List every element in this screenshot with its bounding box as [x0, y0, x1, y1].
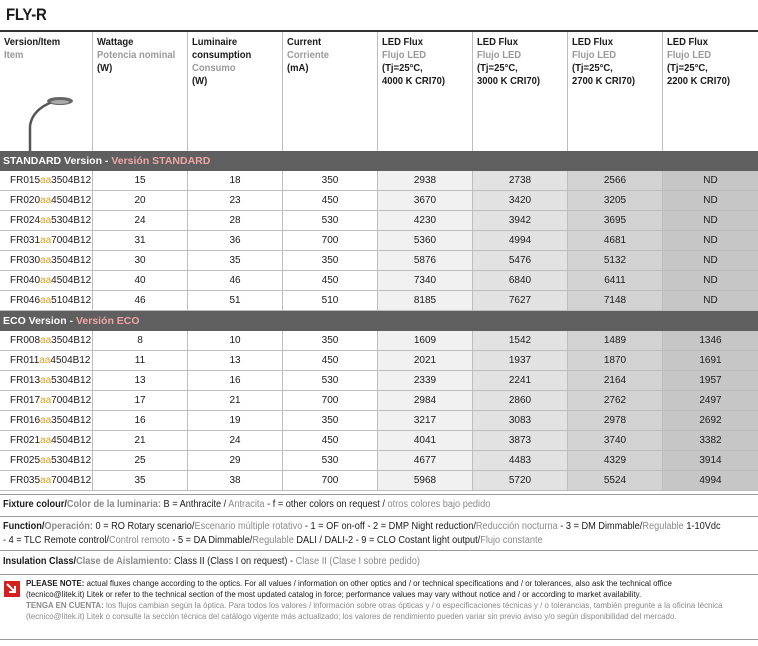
header-current-unit: (mA)	[287, 62, 309, 74]
function-text-es: Regulable	[642, 521, 684, 532]
flux-4000k-cell: 2339	[378, 371, 473, 390]
fixture-label-en: Fixture colour/	[3, 499, 67, 510]
flux-2700k-cell: 2566	[568, 171, 663, 190]
function-text: DALI / DALI-2 - 9 = CLO Costant light output/	[293, 535, 481, 546]
flux-2200k-cell: 4994	[663, 471, 758, 490]
item-code-sfx: aa	[40, 415, 52, 426]
function-text: - 5 = DA Dimmable/	[169, 535, 253, 546]
flux-4000k-cell: 3217	[378, 411, 473, 430]
item-code-post: 4504B12	[50, 355, 91, 366]
header-flux-2200k	[663, 32, 758, 151]
table-row	[0, 291, 758, 311]
section-header	[0, 311, 758, 331]
flux-2700k-cell: 4681	[568, 231, 663, 250]
flux-2200k-cell: ND	[663, 251, 758, 270]
consumption-cell: 36	[188, 231, 283, 250]
header-flux-2700k	[568, 32, 663, 151]
table-row	[0, 331, 758, 351]
header-consumption-es: Consumo	[192, 62, 236, 74]
flux-3000k-cell: 7627	[473, 291, 568, 310]
wattage-cell: 8	[93, 331, 188, 350]
header-flux-es: Flujo LED	[477, 49, 522, 61]
header-flux-es: Flujo LED	[572, 49, 617, 61]
flux-2200k-cell: 2497	[663, 391, 758, 410]
flux-3000k-cell: 5476	[473, 251, 568, 270]
item-code-cell	[0, 171, 93, 190]
function-text-es: Control remoto	[108, 535, 170, 546]
item-code-cell	[0, 231, 93, 250]
flux-4000k-cell: 2984	[378, 391, 473, 410]
consumption-cell: 16	[188, 371, 283, 390]
page-title: FLY-R	[6, 5, 47, 24]
item-code-pre: FR017	[10, 395, 41, 406]
insulation-text: Class II (Class I on request) -	[171, 556, 296, 567]
item-code-sfx: aa	[40, 175, 52, 186]
item-code-post: 5304B12	[51, 455, 92, 466]
item-code-cell	[0, 351, 93, 370]
wattage-cell: 13	[93, 371, 188, 390]
item-code-post: 5304B12	[51, 375, 92, 386]
header-flux-4000k	[378, 32, 473, 151]
table-row	[0, 371, 758, 391]
table-row	[0, 411, 758, 431]
fixture-colour-note	[0, 494, 758, 516]
item-code-pre: FR035	[10, 475, 41, 486]
function-text: - 1 = OF on-off - 2 = DMP Night reduction/	[302, 521, 476, 532]
flux-3000k-cell: 2860	[473, 391, 568, 410]
header-wattage	[93, 32, 188, 151]
item-code-post: 3504B12	[51, 415, 92, 426]
item-code-sfx: aa	[40, 215, 52, 226]
item-code-cell	[0, 211, 93, 230]
item-code-sfx: aa	[40, 335, 52, 346]
insulation-label-es: Clase de Aislamiento:	[76, 556, 172, 567]
item-code-pre: FR011	[10, 355, 40, 366]
header-flux-cond2: 2700 K CRI70)	[572, 75, 636, 87]
header-wattage-es: Potencia nominal	[97, 49, 176, 61]
wattage-cell: 20	[93, 191, 188, 210]
header-flux-cond1: (Tj=25°C,	[477, 62, 518, 74]
consumption-cell: 46	[188, 271, 283, 290]
header-consumption-en2: consumption	[192, 49, 252, 61]
consumption-cell: 21	[188, 391, 283, 410]
item-code-cell	[0, 251, 93, 270]
header-flux-cond2: 4000 K CRI70)	[382, 75, 446, 87]
header-flux-en: LED Flux	[382, 36, 423, 48]
flux-4000k-cell: 2021	[378, 351, 473, 370]
item-code-pre: FR021	[10, 435, 41, 446]
flux-2700k-cell: 1870	[568, 351, 663, 370]
flux-3000k-cell: 2738	[473, 171, 568, 190]
flux-4000k-cell: 4677	[378, 451, 473, 470]
header-item	[0, 32, 93, 151]
current-cell: 700	[283, 231, 378, 250]
flux-2200k-cell: ND	[663, 271, 758, 290]
flux-2700k-cell: 7148	[568, 291, 663, 310]
table-row	[0, 431, 758, 451]
luminaire-icon	[22, 96, 82, 151]
flux-3000k-cell: 1542	[473, 331, 568, 350]
function-text-es: Flujo constante	[480, 535, 543, 546]
flux-2200k-cell: 3914	[663, 451, 758, 470]
header-consumption-en1: Luminaire	[192, 36, 238, 48]
flux-2700k-cell: 1489	[568, 331, 663, 350]
consumption-cell: 10	[188, 331, 283, 350]
flux-2200k-cell: 1957	[663, 371, 758, 390]
current-cell: 450	[283, 431, 378, 450]
insulation-text-es: Clase II (Clase I sobre pedido)	[295, 556, 420, 567]
header-flux-en: LED Flux	[572, 36, 613, 48]
flux-4000k-cell: 4041	[378, 431, 473, 450]
table-row	[0, 231, 758, 251]
wattage-cell: 11	[93, 351, 188, 370]
header-wattage-unit: (W)	[97, 62, 113, 74]
header-flux-es: Flujo LED	[667, 49, 712, 61]
fixture-text: B = Anthracite /	[160, 499, 229, 510]
header-item-en: Version/Item	[4, 36, 61, 48]
item-code-cell	[0, 331, 93, 350]
flux-2700k-cell: 3740	[568, 431, 663, 450]
item-code-pre: FR025	[10, 455, 41, 466]
fixture-label-es: Color de la luminaria:	[66, 499, 161, 510]
header-current	[283, 32, 378, 151]
consumption-cell: 35	[188, 251, 283, 270]
header-consumption-unit: (W)	[192, 75, 208, 87]
function-text: 0 = RO Rotary scenario/	[92, 521, 195, 532]
flux-2200k-cell: 3382	[663, 431, 758, 450]
flux-3000k-cell: 2241	[473, 371, 568, 390]
flux-3000k-cell: 6840	[473, 271, 568, 290]
flux-3000k-cell: 5720	[473, 471, 568, 490]
header-flux-en: LED Flux	[667, 36, 708, 48]
current-cell: 450	[283, 351, 378, 370]
flux-4000k-cell: 5968	[378, 471, 473, 490]
item-code-sfx: aa	[40, 195, 52, 206]
item-code-sfx: aa	[40, 435, 52, 446]
please-note	[0, 574, 758, 640]
header-consumption	[188, 32, 283, 151]
section-label-en: ECO Version -	[3, 315, 76, 327]
section-header	[0, 151, 758, 171]
item-code-sfx: aa	[40, 375, 52, 386]
flux-4000k-cell: 2938	[378, 171, 473, 190]
item-code-post: 5104B12	[51, 295, 92, 306]
current-cell: 530	[283, 211, 378, 230]
flux-3000k-cell: 3083	[473, 411, 568, 430]
header-flux-cond2: 2200 K CRI70)	[667, 75, 731, 87]
item-code-post: 4504B12	[51, 435, 92, 446]
flux-2200k-cell: ND	[663, 231, 758, 250]
table-row	[0, 191, 758, 211]
item-code-post: 7004B12	[51, 395, 92, 406]
consumption-cell: 29	[188, 451, 283, 470]
table-row	[0, 211, 758, 231]
flux-2700k-cell: 3205	[568, 191, 663, 210]
item-code-post: 4504B12	[51, 275, 92, 286]
please-note-text	[26, 578, 756, 622]
header-flux-cond1: (Tj=25°C,	[572, 62, 613, 74]
item-code-post: 7004B12	[51, 235, 92, 246]
consumption-cell: 18	[188, 171, 283, 190]
flux-3000k-cell: 3873	[473, 431, 568, 450]
flux-2700k-cell: 5524	[568, 471, 663, 490]
flux-2700k-cell: 2164	[568, 371, 663, 390]
current-cell: 700	[283, 471, 378, 490]
item-code-pre: FR040	[10, 275, 41, 286]
flux-2700k-cell: 2978	[568, 411, 663, 430]
wattage-cell: 15	[93, 171, 188, 190]
current-cell: 530	[283, 371, 378, 390]
header-current-en: Current	[287, 36, 322, 48]
flux-4000k-cell: 1609	[378, 331, 473, 350]
item-code-pre: FR013	[10, 375, 41, 386]
wattage-cell: 21	[93, 431, 188, 450]
flux-2200k-cell: ND	[663, 191, 758, 210]
flux-4000k-cell: 4230	[378, 211, 473, 230]
wattage-cell: 25	[93, 451, 188, 470]
fixture-text-es: otros colores bajo pedido	[387, 499, 491, 510]
function-label-en: Function/	[3, 521, 45, 532]
flux-4000k-cell: 5360	[378, 231, 473, 250]
flux-4000k-cell: 7340	[378, 271, 473, 290]
wattage-cell: 31	[93, 231, 188, 250]
flux-2700k-cell: 4329	[568, 451, 663, 470]
table-row	[0, 351, 758, 371]
item-code-pre: FR020	[10, 195, 41, 206]
current-cell: 350	[283, 251, 378, 270]
item-code-sfx: aa	[40, 475, 52, 486]
table-row	[0, 271, 758, 291]
please-text-es: (tecnico@litek.it) Litek o consulte la sección técnica del catálogo vigente más actualizado; los valores de rendimiento pueden variar sin previo aviso y/o según disponibilidad del mercado.	[26, 611, 677, 621]
item-code-pre: FR015	[10, 175, 41, 186]
header-flux-cond1: (Tj=25°C,	[382, 62, 423, 74]
item-code-cell	[0, 411, 93, 430]
please-label-en: PLEASE NOTE:	[26, 578, 85, 588]
table-row	[0, 171, 758, 191]
flux-4000k-cell: 8185	[378, 291, 473, 310]
please-label-es: TENGA EN CUENTA:	[26, 600, 104, 610]
current-cell: 450	[283, 271, 378, 290]
item-code-sfx: aa	[40, 455, 52, 466]
item-code-cell	[0, 471, 93, 490]
item-code-cell	[0, 291, 93, 310]
flux-4000k-cell: 5876	[378, 251, 473, 270]
flux-2200k-cell: 1691	[663, 351, 758, 370]
item-code-cell	[0, 191, 93, 210]
item-code-sfx: aa	[40, 295, 52, 306]
flux-2200k-cell: ND	[663, 291, 758, 310]
please-text-en: (tecnico@litek.it) Litek or refer to the technical section of the most updated catalog in force; performance values may vary without notice and / or according to market availability.	[26, 589, 642, 599]
wattage-cell: 35	[93, 471, 188, 490]
table-row	[0, 391, 758, 411]
consumption-cell: 28	[188, 211, 283, 230]
current-cell: 350	[283, 411, 378, 430]
header-item-es: Item	[4, 49, 24, 61]
item-code-sfx: aa	[40, 255, 52, 266]
item-code-cell	[0, 431, 93, 450]
table-row	[0, 251, 758, 271]
consumption-cell: 24	[188, 431, 283, 450]
fixture-text-es: Antracita	[228, 499, 265, 510]
current-cell: 350	[283, 331, 378, 350]
flux-4000k-cell: 3670	[378, 191, 473, 210]
item-code-pre: FR024	[10, 215, 41, 226]
function-text: - 4 = TLC Remote control/	[3, 535, 109, 546]
wattage-cell: 16	[93, 411, 188, 430]
flux-3000k-cell: 4483	[473, 451, 568, 470]
header-flux-en: LED Flux	[477, 36, 518, 48]
insulation-label-en: Insulation Class/	[3, 556, 77, 567]
flux-3000k-cell: 1937	[473, 351, 568, 370]
warning-arrow-icon	[4, 581, 20, 597]
function-text: - 3 = DM Dimmable/	[557, 521, 643, 532]
current-cell: 700	[283, 391, 378, 410]
item-code-post: 3504B12	[51, 335, 92, 346]
item-code-post: 4504B12	[51, 195, 92, 206]
table-row	[0, 451, 758, 471]
wattage-cell: 24	[93, 211, 188, 230]
current-cell: 450	[283, 191, 378, 210]
item-code-cell	[0, 391, 93, 410]
flux-2700k-cell: 6411	[568, 271, 663, 290]
item-code-post: 3504B12	[51, 175, 92, 186]
fixture-text: - f = other colors on request /	[264, 499, 388, 510]
current-cell: 530	[283, 451, 378, 470]
header-flux-cond1: (Tj=25°C,	[667, 62, 708, 74]
function-text-es: Escenario múltiple rotativo	[194, 521, 303, 532]
section-label-es: Versión ECO	[75, 315, 140, 327]
item-code-sfx: aa	[39, 355, 51, 366]
item-code-cell	[0, 451, 93, 470]
section-label-es: Versión STANDARD	[111, 155, 211, 167]
insulation-note	[0, 550, 758, 574]
item-code-pre: FR016	[10, 415, 41, 426]
wattage-cell: 30	[93, 251, 188, 270]
function-label-es: Operación:	[44, 521, 93, 532]
flux-3000k-cell: 3942	[473, 211, 568, 230]
item-code-post: 5304B12	[51, 215, 92, 226]
item-code-cell	[0, 271, 93, 290]
header-flux-es: Flujo LED	[382, 49, 427, 61]
function-note	[0, 516, 758, 550]
table-header	[0, 32, 758, 151]
header-wattage-en: Wattage	[97, 36, 134, 48]
function-text-es: Reducción nocturna	[475, 521, 558, 532]
header-current-es: Corriente	[287, 49, 330, 61]
item-code-sfx: aa	[40, 275, 52, 286]
consumption-cell: 51	[188, 291, 283, 310]
function-text: 1-10Vdc	[683, 521, 721, 532]
consumption-cell: 23	[188, 191, 283, 210]
consumption-cell: 13	[188, 351, 283, 370]
flux-3000k-cell: 4994	[473, 231, 568, 250]
item-code-pre: FR008	[10, 335, 41, 346]
function-text-es: Regulable	[252, 535, 294, 546]
item-code-sfx: aa	[40, 395, 52, 406]
current-cell: 350	[283, 171, 378, 190]
current-cell: 510	[283, 291, 378, 310]
header-flux-3000k	[473, 32, 568, 151]
table-row	[0, 471, 758, 491]
wattage-cell: 46	[93, 291, 188, 310]
flux-2200k-cell: ND	[663, 171, 758, 190]
flux-2700k-cell: 5132	[568, 251, 663, 270]
flux-3000k-cell: 3420	[473, 191, 568, 210]
please-text-en: actual fluxes change according to the optics. For all values / information on other optics and / or technical specifications and / or tolerances, also ask the technical office	[84, 578, 672, 588]
item-code-post: 7004B12	[51, 475, 92, 486]
item-code-pre: FR031	[10, 235, 41, 246]
flux-2700k-cell: 3695	[568, 211, 663, 230]
flux-2200k-cell: 1346	[663, 331, 758, 350]
item-code-pre: FR046	[10, 295, 41, 306]
consumption-cell: 38	[188, 471, 283, 490]
item-code-pre: FR030	[10, 255, 41, 266]
flux-2200k-cell: 2692	[663, 411, 758, 430]
header-flux-cond2: 3000 K CRI70)	[477, 75, 541, 87]
consumption-cell: 19	[188, 411, 283, 430]
wattage-cell: 17	[93, 391, 188, 410]
please-text-es: los flujos cambian según la óptica. Para todos los valores / información sobre otras ópticas y / o especificaciones técnicas y / o tolerancias, también pregunte a la oficina técnica	[103, 600, 723, 610]
section-label-en: STANDARD Version -	[3, 155, 112, 167]
flux-2700k-cell: 2762	[568, 391, 663, 410]
wattage-cell: 40	[93, 271, 188, 290]
item-code-cell	[0, 371, 93, 390]
item-code-post: 3504B12	[51, 255, 92, 266]
flux-2200k-cell: ND	[663, 211, 758, 230]
item-code-sfx: aa	[40, 235, 52, 246]
